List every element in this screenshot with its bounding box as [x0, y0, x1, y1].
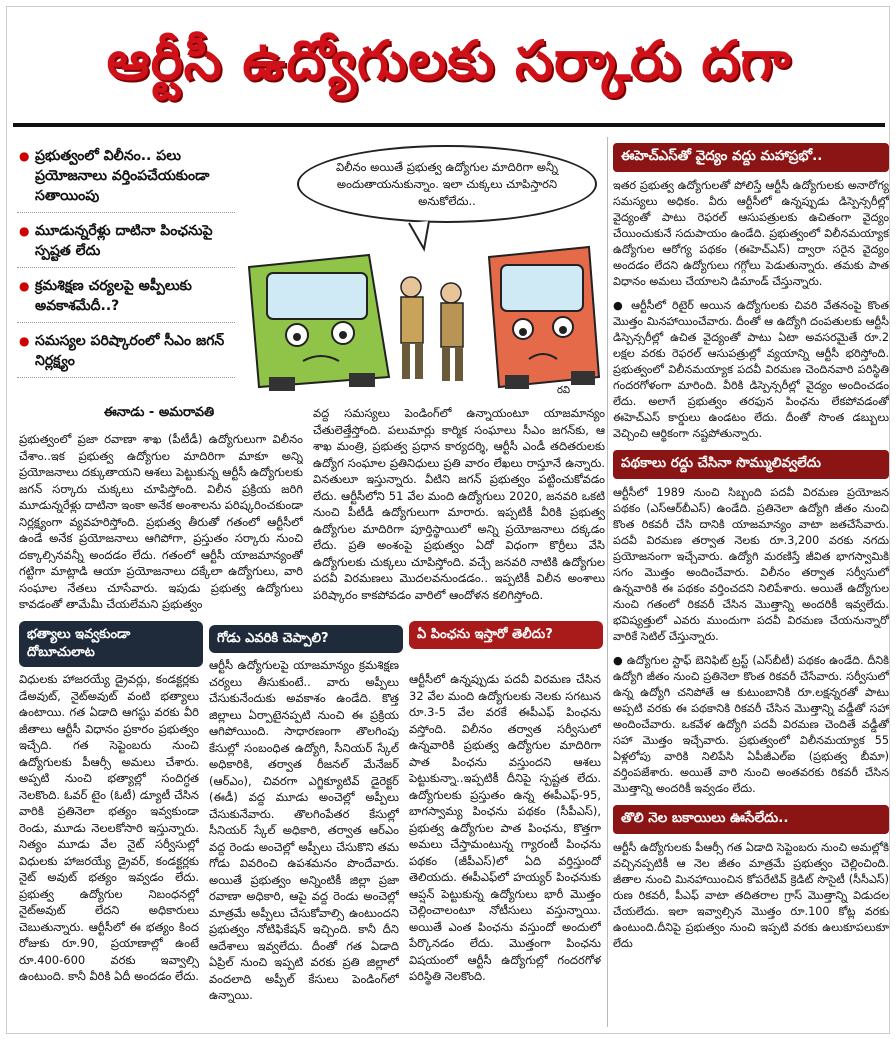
cartoon-buses-drawing [239, 137, 604, 399]
byline: ఈనాడు - అమరావతి [103, 405, 215, 420]
section-text-allowances: విధులకు హాజరయ్యే డ్రైవర్లు, కండక్టర్లకు డేఅవుట్, నైట్‌అవుట్ వంటి భత్యాలు ఉంటాయి. గత ఏడాది ఆగస్టు వరకు వీరి జీతాలు ఆర్టీసీ విధానం ప్రకారం ప్రభుత్వం ఇచ్చేది. గత సెప్టెంబరు నుంచి ఉద్యోగులకు పీఆర్సీ అమలు చేశారు. అప్పటి నుంచి భత్యాల్లో సందిగ్ధత నెలకొంది. ఓవర్ టైం (ఓటీ) డ్యూటీ చేసిన వారికి ప్రతినెలా భత్యం ఇవ్వకుండా రెండు, మూడు నెలలకోసారి ఇస్తున్నారు. నిత్యం మూడు వేల నైట్ సర్వీసుల్లో విధులకు హాజరయ్యే డ్రైవర్, కండక్టర్లకు నైట్ అవుట్ భత్యం ఇవ్వడం లేదు. ప్రభుత్వ ఉద్యోగుల నిబంధనల్లో నైట్‌అవుట్ లేదని అధికారులు చెబుతున్నారు. ఆర్టీసీలో ఈ భత్యం కింద రోజుకు రూ.90, ప్రయాణాల్లో ఉంటే రూ.400-600 వరకు ఇవ్వాల్సి ఉంటుంది. కానీ వీరికి ఏదీ అందడం లేదు. [19, 672, 199, 983]
workers [401, 277, 463, 381]
headline: ఆర్టీసీ ఉద్యోగులకు సర్కారు దగా [106, 28, 792, 92]
section-title-arrears: తొలి నెల బకాయిలు ఊసేలేదు.. [613, 805, 889, 834]
red-bus [489, 247, 599, 389]
headline-rule [13, 123, 885, 127]
section-text-ehs-1: ఇతర ప్రభుత్వ ఉద్యోగులతో పోలిస్తే ఆర్టీసీ ఉద్యోగులకు అనారోగ్య సమస్యలు అధికం. వీరు ఆర్టీసీలో ఉన్నప్పుడు డిస్పెన్సరీల్లో వైద్యంతో పాటు రెఫరల్ ఆసుపత్రులకు ఉచితంగా వైద్యం చేయించుకునే సదుపాయం ఉండేది. ప్రభుత్వంలో విలీనమయ్యాక ఉద్యోగుల ఆరోగ్య పథకం (ఈహెచ్‌ఎస్) ద్వారా సరైన వైద్యం అందడం లేదని ఉద్యోగులు గగ్గోలు పెడుతున్నారు. తమకు పాత విధానం అమలు చేయాలని డిమాండ్ చేస్తున్నారు. [613, 179, 889, 288]
cartoon-speech-bubble: విలీనం అయితే ప్రభుత్వ ఉద్యోగుల మాదిరిగా అన్నీ అందుతాయనుకున్నాం. ఇలా చుక్కలు చూపిస్తారని అనుకోలేదు.. [297, 145, 597, 223]
green-bus [249, 255, 389, 391]
bullet-point: ● మూడున్నరేళ్లు దాటినా పింఛనుపై స్పష్టత లేదు [17, 216, 235, 268]
section-text-pension: ఆర్టీసీలో ఉన్నప్పుడు పదవీ విరమణ చేసిన 32 వేల మంది ఉద్యోగులకు నెలకు సగటున రూ.3-5 వేల వరకే ఈపీఎఫ్ పింఛను వస్తోంది. విలీనం తర్వాత సర్వీసులో ఉన్నవారికి ప్రభుత్వ ఉద్యోగుల మాదిరిగా పాత పింఛను వస్తుందని ఆశలు పెట్టుకున్నా..ఇప్పటికీ దీనిపై స్పష్టత లేదు. ఉద్యోగులకు ప్రస్తుతం ఉన్న ఈపీఎఫ్‌-95, బాగస్వామ్య పింఛను పథకం (సీపీఎస్), ప్రభుత్వ ఉద్యోగుల పాత పింఛను, కొత్తగా అమలు చేస్తామంటున్న గ్యారంటీ పింఛను పథకం (జీపీఎస్)లో ఏది వర్తిస్తుందో తెలియదు. ఈపీఎఫ్‌లో హయ్యర్ పింఛనుకు ఆప్షన్ పెట్టుకున్న ఉద్యోగులు భారీ మొత్తం చెల్లించాలంటూ నోటీసులు వస్తున్నాయి. అయితే ఎంత పింఛను వస్తుందో అందులో పేర్కొనడం లేదు. మొత్తంగా పింఛను విషయంలో ఆర్టీసీ ఉద్యోగుల్లో గందరగోళ పరిస్థితి నెలకొంది. [409, 672, 601, 983]
cartoon-signature: రవి [557, 385, 571, 396]
right-column [613, 143, 889, 960]
section-text-schemes-1: ఆర్టీసీలో 1989 నుంచి సిబ్బంది పదవీ విరమణ ప్రయోజన పథకం (ఎస్‌ఆర్‌బీఎస్) ఉండేది. ప్రతినెలా ఉద్యోగి జీతం నుంచి కొంత రికవరీ చేసి దానికి యాజమాన్యం వాటా జతచేసేవారు. పదవీ విరమణ తర్వాత నెలకు రూ.3,200 వరకు నగదు ప్రయోజనంగా ఇచ్చేవారు. ఉద్యోగి మరణిస్తే జీవిత భాగస్వామికి సగం మొత్తం అందించేవారు. విలీనం తర్వాత సర్వీసులో ఉన్నవారికి ఈ పథకం వర్తించదని నిలిపేశారు. అయితే ఉద్యోగుల నుంచి గతంలో రికవరీ చేసిన మొత్తాన్ని అందరికీ ఇవ్వలేదు. భవిష్యత్తులో ఎవరు ముందుగా పదవీ విరమణ చేయనున్నారో వారికే సెటిల్ చేస్తున్నారు. [613, 486, 889, 643]
section-title-ehs: ఈహెచ్‌ఎస్‌తో వైద్యం వద్దు మహాప్రభో.. [613, 143, 889, 172]
cartoon-illustration [239, 137, 604, 399]
section-title-appeal: గోడు ఎవరికి చెప్పాలి? [209, 625, 403, 653]
section-title-allowances: భత్యాలు ఇవ్వకుండా దోబూచులాట [19, 621, 203, 667]
summary-bullets [17, 141, 235, 381]
section-text-arrears: ఆర్టీసీ ఉద్యోగులకు పీఆర్సీ గత ఏడాది సెప్టెంబరు నుంచి అమల్లోకి వచ్చినప్పటికీ ఆ నెల జీతం మాత్రమే ప్రభుత్వం చెల్లించింది. జీతాల నుంచి మినహాయించిన కోపరేటివ్ క్రెడిట్ సొసైటీ (సీసీఎస్) రుణ రికవరీ, పీఎఫ్ వాటా తదితరాల గ్రాస్ మొత్తాన్ని విడుదల చేయలేదు. ఇలా ఇవ్వాల్సిన మొత్తం రూ.100 కోట్ల వరకు ఉంటుంది.దీనిపై ప్రభుత్వం నుంచి ఇప్పటి వరకు ఉలుకూపలుకూ లేదు [613, 841, 889, 950]
section-title-pension: ఏ పింఛను ఇస్తారో తెలీదు? [409, 621, 603, 649]
intro-text-col2: వద్ద సమస్యలు పెండింగ్‌లో ఉన్నాయంటూ యాజమాన్యం చేతులెత్తేస్తోంది. పలుమార్లు కార్మిక సంఘాలు సీఎం జగన్‌కు, ఆ శాఖ మంత్రి, ప్రభుత్వ ప్రధాన కార్యదర్శి, ఆర్టీసీ ఎండీ తదితరులకు ఉద్యోగ సంఘాల ప్రతినిధులు ప్రతి వారం లేఖలు రాస్తూనే ఉన్నారు. వినతులూ ఇస్తున్నారు. వీటిని జగన్ ప్రభుత్వం పట్టించుకోవడం లేదు. ఆర్టీసీలోని 51 వేల మంది ఉద్యోగులు 2020, జనవరి ఒకటి నుంచి పీటీడీ ఉద్యోగులుగా మారారు. ఇప్పటికీ వీరికి ప్రభుత్వ ఉద్యోగుల మాదిరిగా పూర్తిస్థాయిలో అన్ని ప్రయోజనాలు దక్కడం లేదు. ప్రతి అంశంపై ప్రభుత్వం ఏదో విధంగా కొర్రీలు వేసి ఉద్యోగులకు చుక్కలు చూపిస్తోంది. వచ్చే జనవరి నాటికి ఉద్యోగుల పదవీ విరమణలు మొదలవనుండడం.. ఇప్పటికీ విలీన అంశాలు పరిష్కారం కాకపోవడం వారిలో ఆందోళన కలిగిస్తోంది. [313, 406, 605, 602]
section-text-appeal: ఆర్టీసీ ఉద్యోగులపై యాజమాన్యం క్రమశిక్షణ చర్యలు తీసుకుంటే.. వారు అప్పీలు చేసుకునేందుకు అవకాశం ఉండేది. కొత్త జిల్లాలు ఏర్పాటైనప్పటి నుంచి ఈ ప్రక్రియ ఆగిపోయింది. సాధారణంగా తొలగింపు కేసుల్లో సంబంధిత ఉద్యోగి, సీనియర్ స్కేల్ అధికారికి, తర్వాత రీజనల్ మేనేజర్ (ఆర్‌ఎం), చివరగా ఎగ్జిక్యూటివ్ డైరెక్టర్ (ఈడీ) వద్ద మూడు అంచెల్లో అప్పీలు చేసుకునేవారు. తొలగింపేతర కేసుల్లో సీనియర్ స్కేల్ అధికారి, తర్వాత ఆర్‌ఎం వద్ద రెండు అంచెల్లో అప్పీలు చేసుకొని తమ గోడు వివరించి ఉపశమనం పొందేవారు. అయితే ప్రభుత్వం అన్నింటికీ జిల్లా ప్రజా రవాణా అధికారి, ఆపై వద్ద రెండు అంచెల్లో మాత్రమే అప్పీలు చేసుకోవాల్సి ఉంటుందని ప్రభుత్వం నోటిఫికేషన్ ఇచ్చింది. కానీ దీని ఆదేశాలు ఇవ్వలేదు. దీంతో గత ఏడాది ఏప్రిల్ నుంచి ఇప్పటి వరకు ప్రతి జిల్లాలో వందలాది అప్పీల్ కేసులు పెండింగ్‌లో ఉన్నాయి. [209, 658, 399, 1002]
bullet-point: ● ప్రభుత్వంలో విలీనం.. పలు ప్రయోజనాలు వర్తింపచేయకుండా సతాయింపు [17, 141, 235, 213]
bullet-point: ● క్రమశిక్షణ చర్యలపై అప్పీలుకు అవకాశమేదీ..? [17, 271, 235, 323]
bullet-point: ● సమస్యల పరిష్కారంలో సీఎం జగన్ నిర్లక్ష్యం [17, 326, 235, 378]
section-text-schemes-2: ● ఉద్యోగుల స్టాఫ్ బెనిఫిట్ ట్రస్ట్ (ఎస్‌బీటీ) పథకం ఉండేది. దీనికి ఉద్యోగి జీతం నుంచి ప్రతినెలా కొంత రికవరీ చేసేవారు. సర్వీసులో ఉన్న ఉద్యోగి చనిపోతే ఆ కుటుంబానికి రూ.లక్షన్నరతో పాటు అప్పటి వరకు ఈ పథకానికి రికవరీ చేసిన మొత్తాన్ని వడ్డీతో సహా అందించేవారు. ఒకవేళ ఉద్యోగి పదవీ విరమణ చెందితే వడ్డీతో సహా మొత్తం ఇచ్చేవారు. ప్రభుత్వంలో విలీనమయ్యాక 55 ఏళ్లలోపు వారికి నిలిపేసి ఏపీజీఎల్ఐ (ప్రభుత్వ బీమా) వర్తింపజేశారు. అయితే వారి నుంచి అంతవరకు రికవరీ చేసిన మొత్తాన్ని అందరికీ ఇవ్వడం లేదు. [613, 654, 889, 795]
section-title-schemes: పథకాలు రద్దు చేసినా సొమ్ములివ్వలేదు [613, 450, 889, 479]
section-text-ehs-2: ● ఆర్టీసీలో రిటైర్ అయిన ఉద్యోగులకు చివరి వేతనంపై కొంత మొత్తం మినహాయించేవారు. దీంతో ఆ ఉద్యోగి దంపతులకు ఆర్టీసీ డిస్పెన్సరీల్లో ఉచిత వైద్యంతో పాటు ఏటా అవసరమైతే రూ.2 లక్షల వరకు రెఫరల్ ఆసుపత్రుల్లో వ్యయాన్ని ఆర్టీసీ భరిస్తోంది. ప్రభుత్వంలో విలీనమయ్యాక పదవీ విరమణ చెందినవారి పరిస్థితి గందరగోళంగా మారింది. వీరికి డిస్పెన్సరీల్లో వైద్యం అందించడం లేదు. అలాగే ప్రభుత్వం తరఫున పింఛను లేకపోవడంతో ఈహెచ్‌ఎస్ కార్డులు ఉండటం లేదు. దీంతో సొంత డబ్బులు వెచ్చించి ఆర్థికంగా నష్టపోతున్నారు. [613, 299, 889, 440]
column-divider [607, 137, 608, 1027]
newspaper-page [6, 6, 890, 1034]
intro-text-col1: ప్రభుత్వంలో ప్రజా రవాణా శాఖ (పీటీడీ) ఉద్యోగులుగా విలీనం చేశాం..ఇక ప్రభుత్వ ఉద్యోగుల మాదిరిగా మాకూ అన్ని ప్రయోజనాలు దక్కుతాయని ఆశలు పెట్టుకున్న ఆర్టీసీ ఉద్యోగులకు జగన్ సర్కారు చుక్కలు చూపిస్తోంది. విలీన ప్రక్రియ జరిగి మూడున్నరేళ్లు దాటినా ఇంకా అనేక అంశాలను పరిష్కరించకుండా నిర్లక్ష్యంగా వ్యవహరిస్తోంది. ప్రభుత్వ తీరుతో గతంలో ఆర్టీసీలో ఉండే అనేక ప్రయోజనాలు ఆగిపోగా, ప్రస్తుతం సర్కారు నుంచి దక్కాల్సినవన్నీ అందడం లేదు. గతంలో ఆర్టీసీ యాజమాన్యంతో గట్టిగా మాట్లాడి ఆయా ప్రయోజనాలు దక్కేలా ఉద్యోగులు, వారి సంఘాల నేతలు చూసేవారు. ఇపుడు ప్రభుత్వ ఉద్యోగులు కావడంతో తామేమీ చేయలేమని ప్రభుత్వం [19, 432, 303, 611]
